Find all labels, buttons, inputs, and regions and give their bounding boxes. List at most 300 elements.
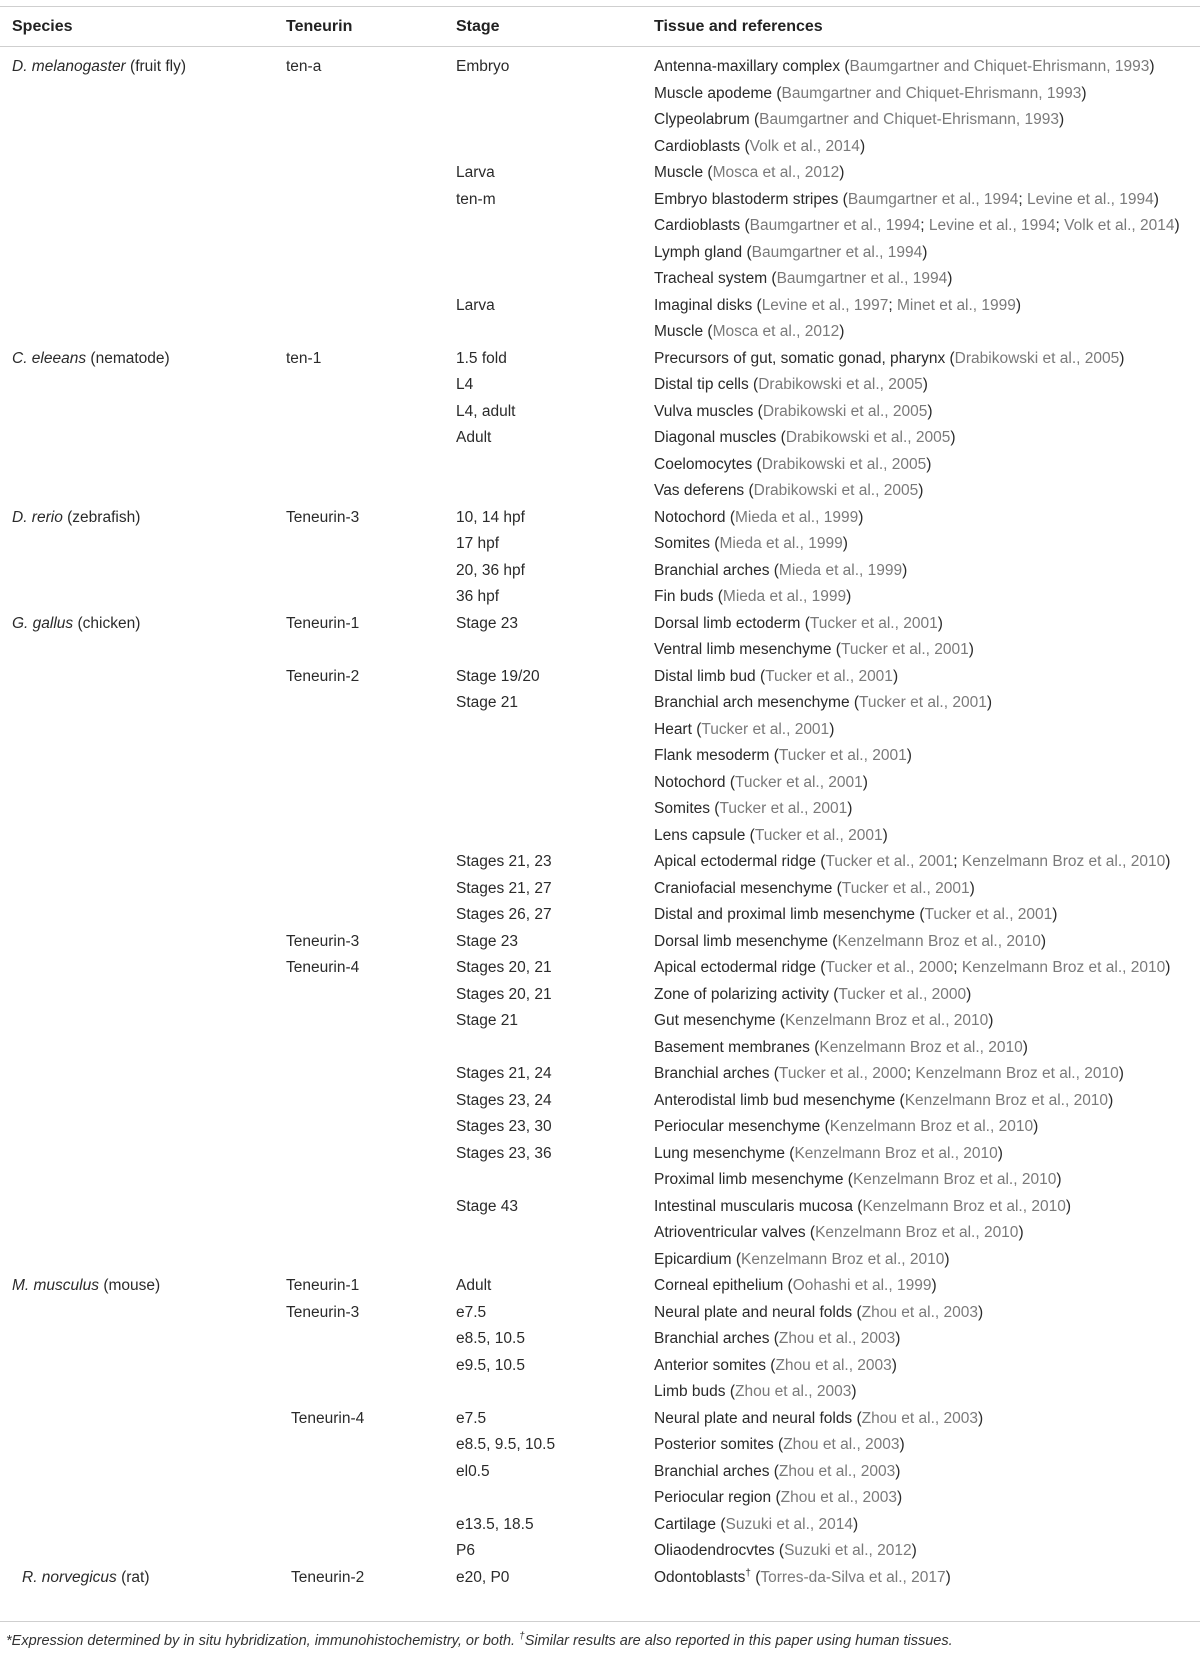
cell-teneurin	[274, 1432, 444, 1459]
species-scientific-name: M. musculus	[12, 1277, 99, 1295]
reference-link[interactable]: Kenzelmann Broz et al., 2010	[741, 1250, 945, 1268]
table-row	[0, 372, 1200, 399]
reference-link[interactable]: Kenzelmann Broz et al., 2010	[784, 1012, 989, 1030]
reference-link[interactable]: Drabikowski et al., 2005	[761, 455, 927, 473]
tissue-name: Antenna-maxillary complex	[654, 58, 841, 76]
cell-teneurin: Teneurin-1	[286, 1277, 360, 1295]
cell-species	[0, 1565, 274, 1592]
tissue-name: Clypeolabrum	[654, 111, 750, 129]
cell-teneurin: Teneurin-4	[286, 959, 360, 977]
cell-teneurin	[274, 107, 444, 134]
tissue-name: Lens capsule	[654, 826, 746, 844]
cell-teneurin	[274, 319, 444, 346]
reference-link[interactable]: Zhou et al., 2003	[783, 1436, 900, 1454]
cell-species	[0, 1061, 274, 1088]
tissue-name: Oliaodendrocvtes	[654, 1542, 775, 1560]
tissue-name: Distal tip cells	[654, 376, 749, 394]
table-row	[0, 1035, 1200, 1062]
reference-link[interactable]: Zhou et al., 2003	[778, 1330, 896, 1348]
reference-link[interactable]: Kenzelmann Broz et al., 2010	[862, 1197, 1066, 1215]
cell-tissue: Odontoblasts† (Torres-da-Silva et al., 2017)	[654, 1568, 951, 1587]
tissue-name: Corneal epithelium	[654, 1277, 784, 1295]
table-row	[0, 611, 1200, 638]
cell-tissue: Ventral limb mesenchyme (Tucker et al., 2001)	[654, 641, 974, 659]
dagger-mark: †	[745, 1568, 751, 1580]
cell-species	[0, 1008, 274, 1035]
reference-link[interactable]: Kenzelmann Broz et al., 2010	[904, 1091, 1109, 1109]
cell-tissue: Zone of polarizing activity (Tucker et al., 2000)	[654, 985, 972, 1003]
cell-stage	[444, 266, 642, 293]
tissue-name: Basement membranes	[654, 1038, 810, 1056]
cell-teneurin	[274, 558, 444, 585]
cell-species	[0, 584, 274, 611]
species-common-name: (rat)	[121, 1568, 150, 1586]
cell-tissue: Branchial arches (Mieda et al., 1999)	[654, 561, 908, 579]
table-row	[0, 664, 1200, 691]
reference-link[interactable]: Levine et al., 1994	[1027, 190, 1154, 208]
reference-link[interactable]: Mosca et al., 2012	[712, 164, 840, 182]
reference-link[interactable]: Mieda et al., 1999	[722, 588, 847, 606]
table-row	[0, 1194, 1200, 1221]
cell-teneurin	[274, 213, 444, 240]
reference-link[interactable]: Volk et al., 2014	[1064, 217, 1175, 235]
cell-tissue: Somites (Mieda et al., 1999)	[654, 535, 848, 553]
cell-stage	[444, 107, 642, 134]
reference-link[interactable]: Baumgartner et al., 1994	[776, 270, 948, 288]
cell-tissue: Diagonal muscles (Drabikowski et al., 2005)	[654, 429, 956, 447]
reference-link[interactable]: Drabikowski et al., 2005	[753, 482, 919, 500]
tissue-name: Imaginal disks	[654, 296, 753, 314]
table-row	[0, 982, 1200, 1009]
footnote-dagger: †	[519, 1631, 525, 1642]
header-row	[0, 7, 1200, 46]
reference-link[interactable]: Tucker et al., 2000	[778, 1065, 907, 1083]
cell-stage: Stage 21	[456, 694, 519, 712]
cell-teneurin	[274, 187, 444, 214]
cell-tissue: Proximal limb mesenchyme (Kenzelmann Broz et al., 2010)	[654, 1171, 1062, 1189]
cell-stage: Adult	[456, 1277, 492, 1295]
table-row	[0, 796, 1200, 823]
reference-link[interactable]: Volk et al., 2014	[749, 137, 860, 155]
tissue-name: Branchial arches	[654, 1065, 770, 1083]
cell-teneurin	[274, 717, 444, 744]
reference-link[interactable]: Levine et al., 1997	[761, 296, 889, 314]
cell-tissue: Neural plate and neural folds (Zhou et al., 2003)	[654, 1303, 984, 1321]
cell-teneurin	[274, 1035, 444, 1062]
tissue-name: Branchial arches	[654, 561, 770, 579]
cell-stage	[444, 743, 642, 770]
tissue-name: Muscle	[654, 164, 704, 182]
reference-link[interactable]: Tucker et al., 2001	[765, 667, 893, 685]
reference-link[interactable]: Tucker et al., 2001	[809, 614, 938, 632]
tissue-name: Ventral limb mesenchyme	[654, 641, 832, 659]
reference-link[interactable]: Zhou et al., 2003	[778, 1462, 896, 1480]
reference-link[interactable]: Levine et al., 1994	[928, 217, 1056, 235]
reference-link[interactable]: Zhou et al., 2003	[734, 1383, 852, 1401]
cell-species	[0, 319, 274, 346]
cell-species	[0, 1512, 274, 1539]
cell-teneurin	[274, 982, 444, 1009]
reference-link[interactable]: Drabikowski et al., 2005	[762, 402, 928, 420]
tissue-name: Distal and proximal limb mesenchyme	[654, 906, 916, 924]
reference-link[interactable]: Mieda et al., 1999	[778, 561, 903, 579]
reference-link[interactable]: Oohashi et al., 1999	[792, 1277, 932, 1295]
reference-link[interactable]: Tucker et al., 2001	[840, 641, 969, 659]
cell-stage: e8.5, 9.5, 10.5	[456, 1436, 556, 1454]
cell-teneurin	[274, 425, 444, 452]
cell-tissue: Lens capsule (Tucker et al., 2001)	[654, 826, 888, 844]
cell-stage: Stages 23, 36	[456, 1144, 552, 1162]
reference-link[interactable]: Kenzelmann Broz et al., 2010	[837, 932, 1041, 950]
cell-teneurin	[274, 134, 444, 161]
cell-tissue: Distal and proximal limb mesenchyme (Tucker et al., 2001)	[654, 906, 1058, 924]
reference-link[interactable]: Zhou et al., 2003	[861, 1303, 978, 1321]
cell-teneurin	[274, 1326, 444, 1353]
reference-link[interactable]: Kenzelmann Broz et al., 2010	[852, 1171, 1057, 1189]
tissue-name: Epicardium	[654, 1250, 732, 1268]
cell-stage: Stage 23	[456, 932, 519, 950]
cell-stage: P6	[456, 1542, 475, 1560]
table-row	[0, 134, 1200, 161]
column-header-species: Species	[12, 17, 73, 35]
cell-teneurin: Teneurin-3	[286, 1303, 360, 1321]
tissue-name: Neural plate and neural folds	[654, 1409, 853, 1427]
reference-link[interactable]: Baumgartner et al., 1994	[751, 243, 923, 261]
footnote-text-1: Expression determined by in situ hybridization, immunohistochemistry, or both.	[11, 1632, 520, 1649]
table-row	[0, 1406, 1200, 1433]
species-common-name: (chicken)	[77, 614, 141, 632]
cell-teneurin	[274, 1538, 444, 1565]
cell-stage	[444, 213, 642, 240]
cell-teneurin	[274, 637, 444, 664]
cell-teneurin	[274, 1247, 444, 1274]
tissue-name: Cardioblasts	[654, 137, 741, 155]
species-scientific-name: R. norvegicus	[22, 1568, 117, 1586]
reference-link[interactable]: Mieda et al., 1999	[734, 508, 859, 526]
tissue-name: Muscle	[654, 323, 704, 341]
cell-stage	[444, 1247, 642, 1274]
cell-tissue: Basement membranes (Kenzelmann Broz et al., 2010)	[654, 1038, 1028, 1056]
table-row	[0, 1512, 1200, 1539]
reference-link[interactable]: Tucker et al., 2001	[778, 747, 907, 765]
reference-link[interactable]: Tucker et al., 2001	[859, 694, 987, 712]
table-row	[0, 1008, 1200, 1035]
table-row	[0, 1114, 1200, 1141]
tissue-name: Anterior somites	[654, 1356, 766, 1374]
reference-link[interactable]: Baumgartner and Chiquet-Ehrismann, 1993	[759, 111, 1059, 129]
cell-teneurin	[274, 293, 444, 320]
cell-species	[0, 81, 274, 108]
cell-tissue: Somites (Tucker et al., 2001)	[654, 800, 853, 818]
table-row	[0, 1061, 1200, 1088]
tissue-name: Anterodistal limb bud mesenchyme	[654, 1091, 896, 1109]
cell-tissue: Apical ectodermal ridge (Tucker et al., 2001; Kenzelmann Broz et al., 2010)	[654, 853, 1171, 871]
reference-link[interactable]: Drabikowski et al., 2005	[758, 376, 923, 394]
table-row	[0, 558, 1200, 585]
table-row	[0, 1432, 1200, 1459]
cell-species	[0, 160, 274, 187]
table-row	[0, 584, 1200, 611]
tissue-name: Diagonal muscles	[654, 429, 777, 447]
reference-link[interactable]: Drabikowski et al., 2005	[954, 349, 1120, 367]
reference-link[interactable]: Kenzelmann Broz et al., 2010	[961, 853, 1166, 871]
table-row	[0, 81, 1200, 108]
cell-tissue: Vas deferens (Drabikowski et al., 2005)	[654, 482, 924, 500]
cell-species	[0, 1379, 274, 1406]
species-common-name: (fruit fly)	[130, 58, 187, 76]
tissue-name: Fin buds	[654, 588, 714, 606]
cell-species	[0, 1114, 274, 1141]
reference-link[interactable]: Suzuki et al., 2014	[725, 1515, 854, 1533]
table-row	[0, 478, 1200, 505]
cell-teneurin	[274, 1141, 444, 1168]
tissue-name: Cardioblasts	[654, 217, 741, 235]
cell-species	[0, 1273, 274, 1300]
cell-tissue: Muscle (Mosca et al., 2012)	[654, 323, 845, 341]
cell-species	[0, 796, 274, 823]
table-row	[0, 637, 1200, 664]
cell-teneurin: ten-1	[286, 349, 322, 367]
tissue-name: Distal limb bud	[654, 667, 756, 685]
cell-species	[0, 399, 274, 426]
cell-stage: Stage 19/20	[456, 667, 540, 685]
cell-stage: Embryo	[456, 58, 510, 76]
reference-link[interactable]: Minet et al., 1999	[897, 296, 1016, 314]
cell-stage	[444, 1167, 642, 1194]
cell-species	[0, 902, 274, 929]
cell-stage: Stage 23	[456, 614, 519, 632]
cell-teneurin	[274, 796, 444, 823]
cell-tissue: Muscle (Mosca et al., 2012)	[654, 164, 845, 182]
cell-tissue: Cardioblasts (Volk et al., 2014)	[654, 137, 866, 155]
reference-link[interactable]: Kenzelmann Broz et al., 2010	[819, 1038, 1023, 1056]
table-row	[0, 46, 1200, 81]
cell-species	[0, 1300, 274, 1327]
cell-teneurin	[274, 690, 444, 717]
reference-link[interactable]: Kenzelmann Broz et al., 2010	[829, 1118, 1034, 1136]
cell-teneurin: ten-a	[286, 58, 322, 76]
bottom-rule	[0, 1621, 1200, 1622]
table-row	[0, 399, 1200, 426]
cell-stage: Stages 20, 21	[456, 959, 552, 977]
cell-teneurin	[274, 1008, 444, 1035]
table-row	[0, 902, 1200, 929]
cell-tissue: Muscle apodeme (Baumgartner and Chiquet-Ehrismann, 1993)	[654, 84, 1087, 102]
table-row	[0, 505, 1200, 532]
cell-tissue: Notochord (Mieda et al., 1999)	[654, 508, 864, 526]
tissue-name: Branchial arches	[654, 1330, 770, 1348]
cell-teneurin	[274, 478, 444, 505]
cell-teneurin	[274, 372, 444, 399]
species-scientific-name: D. rerio	[12, 508, 63, 526]
cell-stage: e8.5, 10.5	[456, 1330, 525, 1348]
cell-species	[0, 823, 274, 850]
cell-stage: Stage 21	[456, 1012, 519, 1030]
reference-link[interactable]: Suzuki et al., 2012	[784, 1542, 912, 1560]
cell-tissue: Anterodistal limb bud mesenchyme (Kenzelmann Broz et al., 2010)	[654, 1091, 1114, 1109]
reference-link[interactable]: Kenzelmann Broz et al., 2010	[961, 959, 1166, 977]
cell-teneurin	[274, 1194, 444, 1221]
species-common-name: (nematode)	[90, 349, 170, 367]
reference-link[interactable]: Tucker et al., 2001	[719, 800, 848, 818]
cell-species	[0, 1432, 274, 1459]
column-header-teneurin: Teneurin	[286, 17, 353, 35]
reference-link[interactable]: Tucker et al., 2000	[825, 959, 954, 977]
cell-species	[0, 558, 274, 585]
cell-species	[0, 637, 274, 664]
cell-tissue: Cartilage (Suzuki et al., 2014)	[654, 1515, 859, 1533]
reference-link[interactable]: Mieda et al., 1999	[719, 535, 843, 553]
reference-link[interactable]: Tucker et al., 2001	[754, 826, 883, 844]
table-row	[0, 1167, 1200, 1194]
cell-tissue: Antenna-maxillary complex (Baumgartner and Chiquet-Ehrismann, 1993)	[654, 58, 1155, 76]
tissue-name: Neural plate and neural folds	[654, 1303, 853, 1321]
reference-link[interactable]: Kenzelmann Broz et al., 2010	[815, 1224, 1019, 1242]
cell-stage	[444, 452, 642, 479]
cell-stage: 1.5 fold	[456, 349, 507, 367]
cell-tissue: Branchial arches (Zhou et al., 2003)	[654, 1330, 901, 1348]
reference-link[interactable]: Mosca et al., 2012	[712, 323, 840, 341]
tissue-name: Flank mesoderm	[654, 747, 770, 765]
cell-tissue: Gut mesenchyme (Kenzelmann Broz et al., 2010)	[654, 1012, 994, 1030]
cell-species	[0, 770, 274, 797]
cell-teneurin	[274, 399, 444, 426]
reference-link[interactable]: Baumgartner et al., 1994	[847, 190, 1019, 208]
cell-tissue: Neural plate and neural folds (Zhou et al., 2003)	[654, 1409, 984, 1427]
cell-teneurin	[274, 531, 444, 558]
reference-link[interactable]: Torres-da-Silva et al., 2017	[760, 1569, 946, 1587]
tissue-name: Gut mesenchyme	[654, 1012, 776, 1030]
tissue-name: Branchial arches	[654, 1462, 770, 1480]
cell-species	[0, 1326, 274, 1353]
table-row	[0, 107, 1200, 134]
reference-link[interactable]: Baumgartner and Chiquet-Ehrismann, 1993	[781, 84, 1082, 102]
table-row	[0, 293, 1200, 320]
cell-teneurin: Teneurin-2	[291, 1568, 365, 1586]
reference-link[interactable]: Baumgartner and Chiquet-Ehrismann, 1993	[849, 58, 1150, 76]
cell-tissue: Vulva muscles (Drabikowski et al., 2005)	[654, 402, 933, 420]
cell-tissue: Imaginal disks (Levine et al., 1997; Minet et al., 1999)	[654, 296, 1022, 314]
reference-link[interactable]: Tucker et al., 2001	[701, 720, 830, 738]
reference-link[interactable]: Zhou et al., 2003	[780, 1489, 897, 1507]
cell-stage: Stages 21, 24	[456, 1065, 552, 1083]
cell-stage: 36 hpf	[456, 588, 500, 606]
reference-link[interactable]: Drabikowski et al., 2005	[785, 429, 951, 447]
cell-species	[0, 611, 274, 638]
cell-stage	[444, 1485, 642, 1512]
table-row	[0, 425, 1200, 452]
cell-tissue: Coelomocytes (Drabikowski et al., 2005)	[654, 455, 932, 473]
reference-link[interactable]: Tucker et al., 2001	[841, 879, 970, 897]
cell-stage: el0.5	[456, 1462, 490, 1480]
table-row	[0, 1485, 1200, 1512]
tissue-name: Apical ectodermal ridge	[654, 959, 816, 977]
table-row	[0, 690, 1200, 717]
reference-link[interactable]: Zhou et al., 2003	[861, 1409, 978, 1427]
table-row	[0, 955, 1200, 982]
species-common-name: (zebrafish)	[67, 508, 141, 526]
cell-tissue: Tracheal system (Baumgartner et al., 1994)	[654, 270, 953, 288]
table-row	[0, 1141, 1200, 1168]
reference-link[interactable]: Zhou et al., 2003	[775, 1356, 892, 1374]
cell-species	[0, 531, 274, 558]
cell-tissue: Notochord (Tucker et al., 2001)	[654, 773, 868, 791]
cell-tissue: Anterior somites (Zhou et al., 2003)	[654, 1356, 897, 1374]
tissue-name: Intestinal muscularis mucosa	[654, 1197, 853, 1215]
cell-teneurin	[274, 81, 444, 108]
column-header-stage: Stage	[456, 17, 500, 35]
cell-tissue: Periocular mesenchyme (Kenzelmann Broz et al., 2010)	[654, 1118, 1039, 1136]
cell-species	[0, 187, 274, 214]
table-row	[0, 1247, 1200, 1274]
tissue-name: Limb buds	[654, 1383, 726, 1401]
table-row	[0, 240, 1200, 267]
cell-species	[0, 1194, 274, 1221]
table-body	[0, 46, 1200, 1591]
reference-link[interactable]: Baumgartner et al., 1994	[749, 217, 921, 235]
cell-stage: e20, P0	[456, 1568, 510, 1586]
cell-teneurin	[274, 584, 444, 611]
cell-tissue: Lung mesenchyme (Kenzelmann Broz et al., 2010)	[654, 1144, 1003, 1162]
reference-link[interactable]: Tucker et al., 2000	[838, 985, 967, 1003]
reference-link[interactable]: Kenzelmann Broz et al., 2010	[915, 1065, 1119, 1083]
cell-tissue: Atrioventricular valves (Kenzelmann Broz et al., 2010)	[654, 1224, 1024, 1242]
cell-species	[0, 1459, 274, 1486]
cell-stage: Larva	[456, 164, 495, 182]
table-row	[0, 160, 1200, 187]
cell-teneurin	[274, 743, 444, 770]
cell-teneurin: Teneurin-3	[286, 932, 360, 950]
reference-link[interactable]: Tucker et al., 2001	[924, 906, 1053, 924]
tissue-name: Dorsal limb ectoderm	[654, 614, 801, 632]
cell-tissue: Distal tip cells (Drabikowski et al., 2005)	[654, 376, 928, 394]
cell-species	[0, 743, 274, 770]
table-row	[0, 346, 1200, 373]
cell-stage	[444, 1220, 642, 1247]
cell-tissue: Branchial arches (Tucker et al., 2000; Kenzelmann Broz et al., 2010)	[654, 1065, 1124, 1083]
cell-tissue: Fin buds (Mieda et al., 1999)	[654, 588, 852, 606]
cell-teneurin	[274, 266, 444, 293]
reference-link[interactable]: Tucker et al., 2001	[825, 853, 954, 871]
tissue-name: Tracheal system	[654, 270, 768, 288]
cell-tissue: Dorsal limb ectoderm (Tucker et al., 2001)	[654, 614, 943, 632]
tissue-name: Odontoblasts	[654, 1569, 746, 1587]
cell-stage: Larva	[456, 296, 495, 314]
table-row	[0, 187, 1200, 214]
table-row	[0, 876, 1200, 903]
cell-teneurin	[274, 823, 444, 850]
tissue-name: Vas deferens	[654, 482, 745, 500]
table-row	[0, 823, 1200, 850]
cell-stage: 10, 14 hpf	[456, 508, 525, 526]
cell-stage: Stages 21, 27	[456, 879, 552, 897]
cell-teneurin: Teneurin-2	[286, 667, 360, 685]
cell-stage: L4	[456, 376, 474, 394]
reference-link[interactable]: Tucker et al., 2001	[734, 773, 863, 791]
table-row	[0, 1353, 1200, 1380]
reference-link[interactable]: Kenzelmann Broz et al., 2010	[794, 1144, 998, 1162]
cell-stage: Adult	[456, 429, 492, 447]
tissue-name: Proximal limb mesenchyme	[654, 1171, 844, 1189]
cell-species	[0, 372, 274, 399]
cell-teneurin	[274, 902, 444, 929]
cell-species	[0, 213, 274, 240]
cell-tissue: Lymph gland (Baumgartner et al., 1994)	[654, 243, 928, 261]
table-row	[0, 1326, 1200, 1353]
cell-species	[0, 266, 274, 293]
cell-teneurin	[274, 849, 444, 876]
cell-stage: Stages 26, 27	[456, 906, 552, 924]
